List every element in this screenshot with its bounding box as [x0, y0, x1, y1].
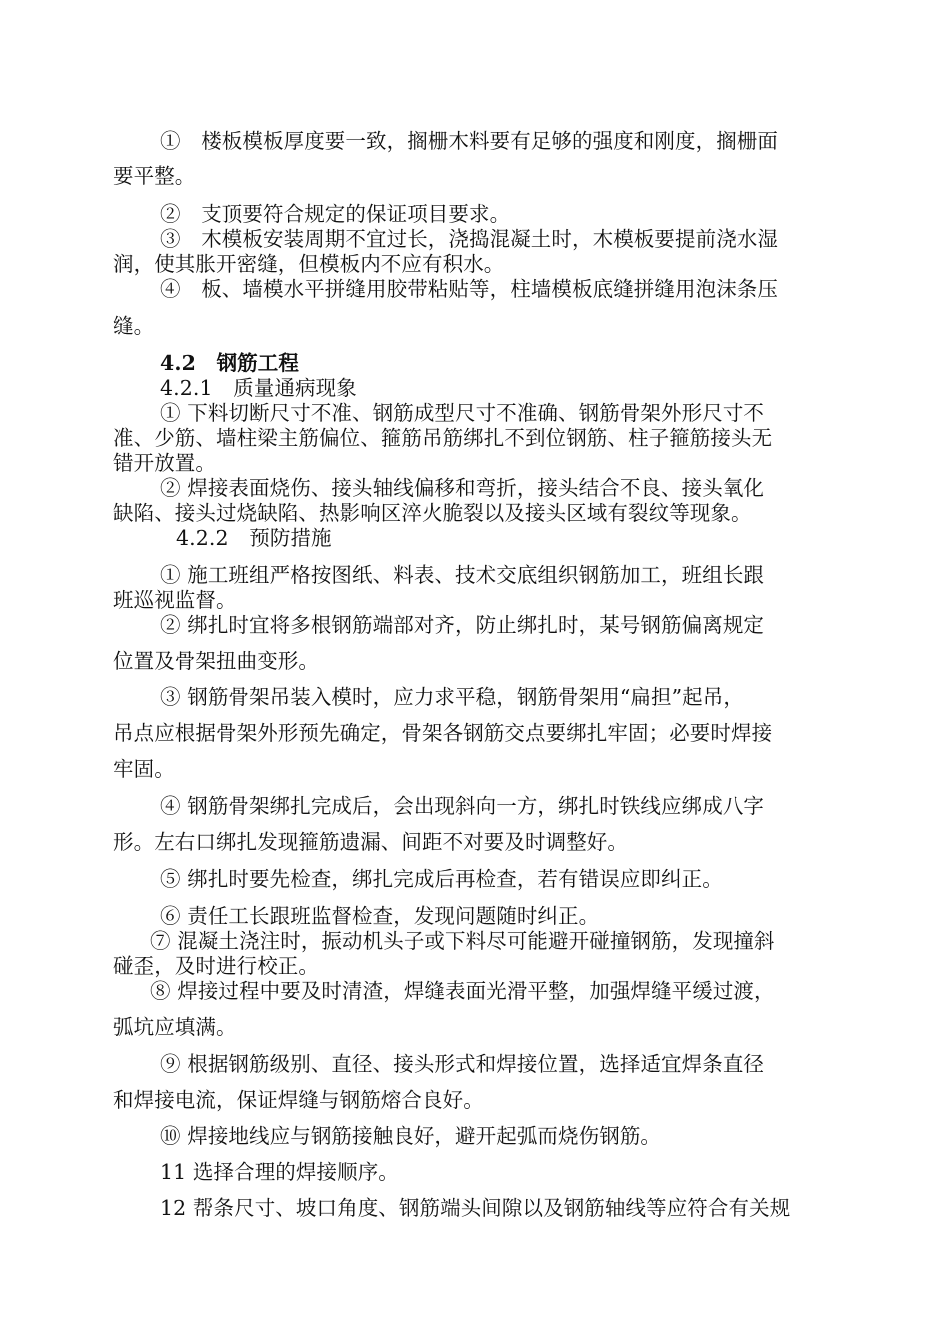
text-line: ④ 板、墙模水平拼缝用胶带粘贴等，柱墙模板底缝拼缝用泡沫条压: [160, 277, 778, 301]
text-line: 碰歪，及时进行校正。: [113, 954, 319, 978]
text-line: ① 楼板模板厚度要一致，搁栅木料要有足够的强度和刚度，搁栅面: [160, 129, 778, 153]
text-line: ③ 钢筋骨架吊装入模时，应力求平稳，钢筋骨架用“扁担”起吊，: [160, 685, 744, 709]
text-line: ② 绑扎时宜将多根钢筋端部对齐，防止绑扎时，某号钢筋偏离规定: [160, 613, 765, 637]
text-line: 班巡视监督。: [113, 588, 237, 612]
text-line: ③ 木模板安装周期不宜过长，浇捣混凝土时，木模板要提前浇水湿: [160, 227, 778, 251]
text-line: ⑨ 根据钢筋级别、直径、接头形式和焊接位置，选择适宜焊条直径: [160, 1052, 765, 1076]
text-line: 错开放置。: [113, 451, 216, 475]
text-line: ⑤ 绑扎时要先检查，绑扎完成后再检查，若有错误应即纠正。: [160, 867, 723, 891]
text-line: ④ 钢筋骨架绑扎完成后，会出现斜向一方，绑扎时铁线应绑成八字: [160, 794, 765, 818]
text-line: ⑧ 焊接过程中要及时清渣，焊缝表面光滑平整，加强焊缝平缓过渡，: [150, 979, 775, 1003]
subsection-heading: 4.2.1 质量通病现象: [160, 376, 357, 400]
section-heading: 4.2 钢筋工程: [160, 351, 299, 375]
text-line: 牢固。: [113, 757, 175, 781]
text-line: 缺陷、接头过烧缺陷、热影响区淬火脆裂以及接头区域有裂纹等现象。: [113, 501, 752, 525]
text-line: ⑥ 责任工长跟班监督检查，发现问题随时纠正。: [160, 904, 600, 928]
text-line: 润，使其胀开密缝，但模板内不应有积水。: [113, 252, 505, 276]
text-line: ① 施工班组严格按图纸、料表、技术交底组织钢筋加工，班组长跟: [160, 563, 765, 587]
text-line: ② 支顶要符合规定的保证项目要求。: [160, 202, 511, 226]
subsection-heading: 4.2.2 预防措施: [176, 526, 332, 550]
text-line: 弧坑应填满。: [113, 1015, 237, 1039]
text-line: ① 下料切断尺寸不准、钢筋成型尺寸不准确、钢筋骨架外形尺寸不: [160, 401, 765, 425]
text-line: 位置及骨架扭曲变形。: [113, 649, 319, 673]
text-line: 吊点应根据骨架外形预先确定，骨架各钢筋交点要绑扎牢固；必要时焊接: [113, 721, 773, 745]
text-line: ⑩ 焊接地线应与钢筋接触良好，避开起弧而烧伤钢筋。: [160, 1124, 662, 1148]
text-line: ② 焊接表面烧伤、接头轴线偏移和弯折，接头结合不良、接头氧化: [160, 476, 765, 500]
text-line: 11 选择合理的焊接顺序。: [160, 1160, 399, 1184]
text-line: 12 帮条尺寸、坡口角度、钢筋端头间隙以及钢筋轴线等应符合有关规: [160, 1196, 791, 1220]
text-line: ⑦ 混凝土浇注时，振动机头子或下料尽可能避开碰撞钢筋，发现撞斜: [150, 929, 775, 953]
text-line: 和焊接电流，保证焊缝与钢筋熔合良好。: [113, 1088, 484, 1112]
text-line: 缝。: [113, 314, 155, 338]
text-line: 要平整。: [113, 164, 196, 188]
text-line: 形。左右口绑扎发现箍筋遗漏、间距不对要及时调整好。: [113, 830, 628, 854]
text-line: 准、少筋、墙柱梁主筋偏位、箍筋吊筋绑扎不到位钢筋、柱子箍筋接头无: [113, 426, 773, 450]
